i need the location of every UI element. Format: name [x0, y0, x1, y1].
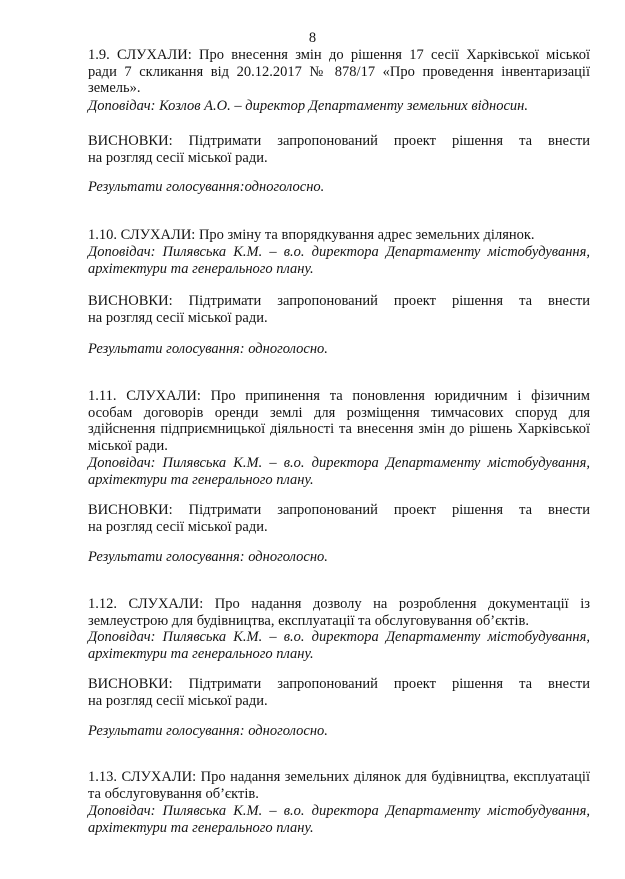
- speaker-line: [88, 455, 590, 488]
- text-line: землеустрою для будівництва, експлуатації та обслуговування об’єктів.: [88, 612, 529, 629]
- conclusions-paragraph: [88, 502, 590, 535]
- text-line: та обслуговування об’єктів.: [88, 785, 259, 802]
- text-line: 1.13. СЛУХАЛИ: Про надання земельних ділянок для будівництва, експлуатації: [88, 769, 590, 785]
- vote-result: Результати голосування: одноголосно.: [88, 723, 328, 739]
- vote-result: Результати голосування: одноголосно.: [88, 341, 328, 357]
- text-line: Доповідач: Пилявська К.М. – в.о. директора Департаменту містобудування,: [88, 629, 590, 645]
- text-line: 1.12. СЛУХАЛИ: Про надання дозволу на розроблення документації із: [88, 596, 590, 612]
- text-line: 1.10. СЛУХАЛИ: Про зміну та впорядкування адрес земельних ділянок.: [88, 227, 535, 243]
- text-line: ВИСНОВКИ: Підтримати запропонований проект рішення та внести: [88, 133, 590, 149]
- text-line: ВИСНОВКИ: Підтримати запропонований проект рішення та внести: [88, 502, 590, 518]
- text-line: архітектури та генерального плану.: [88, 260, 314, 277]
- text-line: ради 7 скликання від 20.12.2017 № 878/17 «Про проведення інвентаризації: [88, 63, 590, 80]
- text-line: на розгляд сесії міської ради.: [88, 309, 268, 326]
- page-number: 8: [308, 30, 317, 46]
- conclusions-paragraph: [88, 293, 590, 326]
- text-line: на розгляд сесії міської ради.: [88, 518, 268, 535]
- text-line: архітектури та генерального плану.: [88, 819, 314, 836]
- text-line: 1.9. СЛУХАЛИ: Про внесення змін до рішення 17 сесії Харківської міської: [88, 47, 590, 63]
- speaker-line: [88, 803, 590, 836]
- heard-paragraph: [88, 596, 590, 629]
- text-line: на розгляд сесії міської ради.: [88, 149, 268, 166]
- text-line: архітектури та генерального плану.: [88, 471, 314, 488]
- text-line: ВИСНОВКИ: Підтримати запропонований проект рішення та внести: [88, 293, 590, 309]
- text-line: Доповідач: Пилявська К.М. – в.о. директора Департаменту містобудування,: [88, 244, 590, 260]
- text-line: 1.11. СЛУХАЛИ: Про припинення та поновлення юридичним і фізичним: [88, 388, 590, 404]
- text-line: особам договорів оренди землі для розміщення тимчасових споруд для: [88, 404, 590, 421]
- conclusions-paragraph: [88, 133, 590, 166]
- heard-paragraph: [88, 47, 590, 97]
- heard-paragraph: [88, 227, 590, 244]
- vote-result: Результати голосування:одноголосно.: [88, 179, 325, 195]
- text-line: Доповідач: Козлов А.О. – директор Департаменту земельних відносин.: [88, 98, 528, 114]
- vote-result: Результати голосування: одноголосно.: [88, 549, 328, 565]
- text-line: Доповідач: Пилявська К.М. – в.о. директора Департаменту містобудування,: [88, 803, 590, 819]
- text-line: Доповідач: Пилявська К.М. – в.о. директора Департаменту містобудування,: [88, 455, 590, 471]
- text-line: на розгляд сесії міської ради.: [88, 692, 268, 709]
- text-line: ВИСНОВКИ: Підтримати запропонований проект рішення та внести: [88, 676, 590, 692]
- heard-paragraph: [88, 388, 590, 454]
- conclusions-paragraph: [88, 676, 590, 709]
- text-line: архітектури та генерального плану.: [88, 645, 314, 662]
- text-line: земель».: [88, 80, 141, 96]
- heard-paragraph: [88, 769, 590, 802]
- speaker-line: [88, 244, 590, 277]
- text-line: здійснення підприємницької діяльності та внесення змін до рішень Харківської: [88, 421, 590, 437]
- speaker-line: [88, 98, 590, 115]
- text-line: міської ради.: [88, 437, 168, 454]
- speaker-line: [88, 629, 590, 662]
